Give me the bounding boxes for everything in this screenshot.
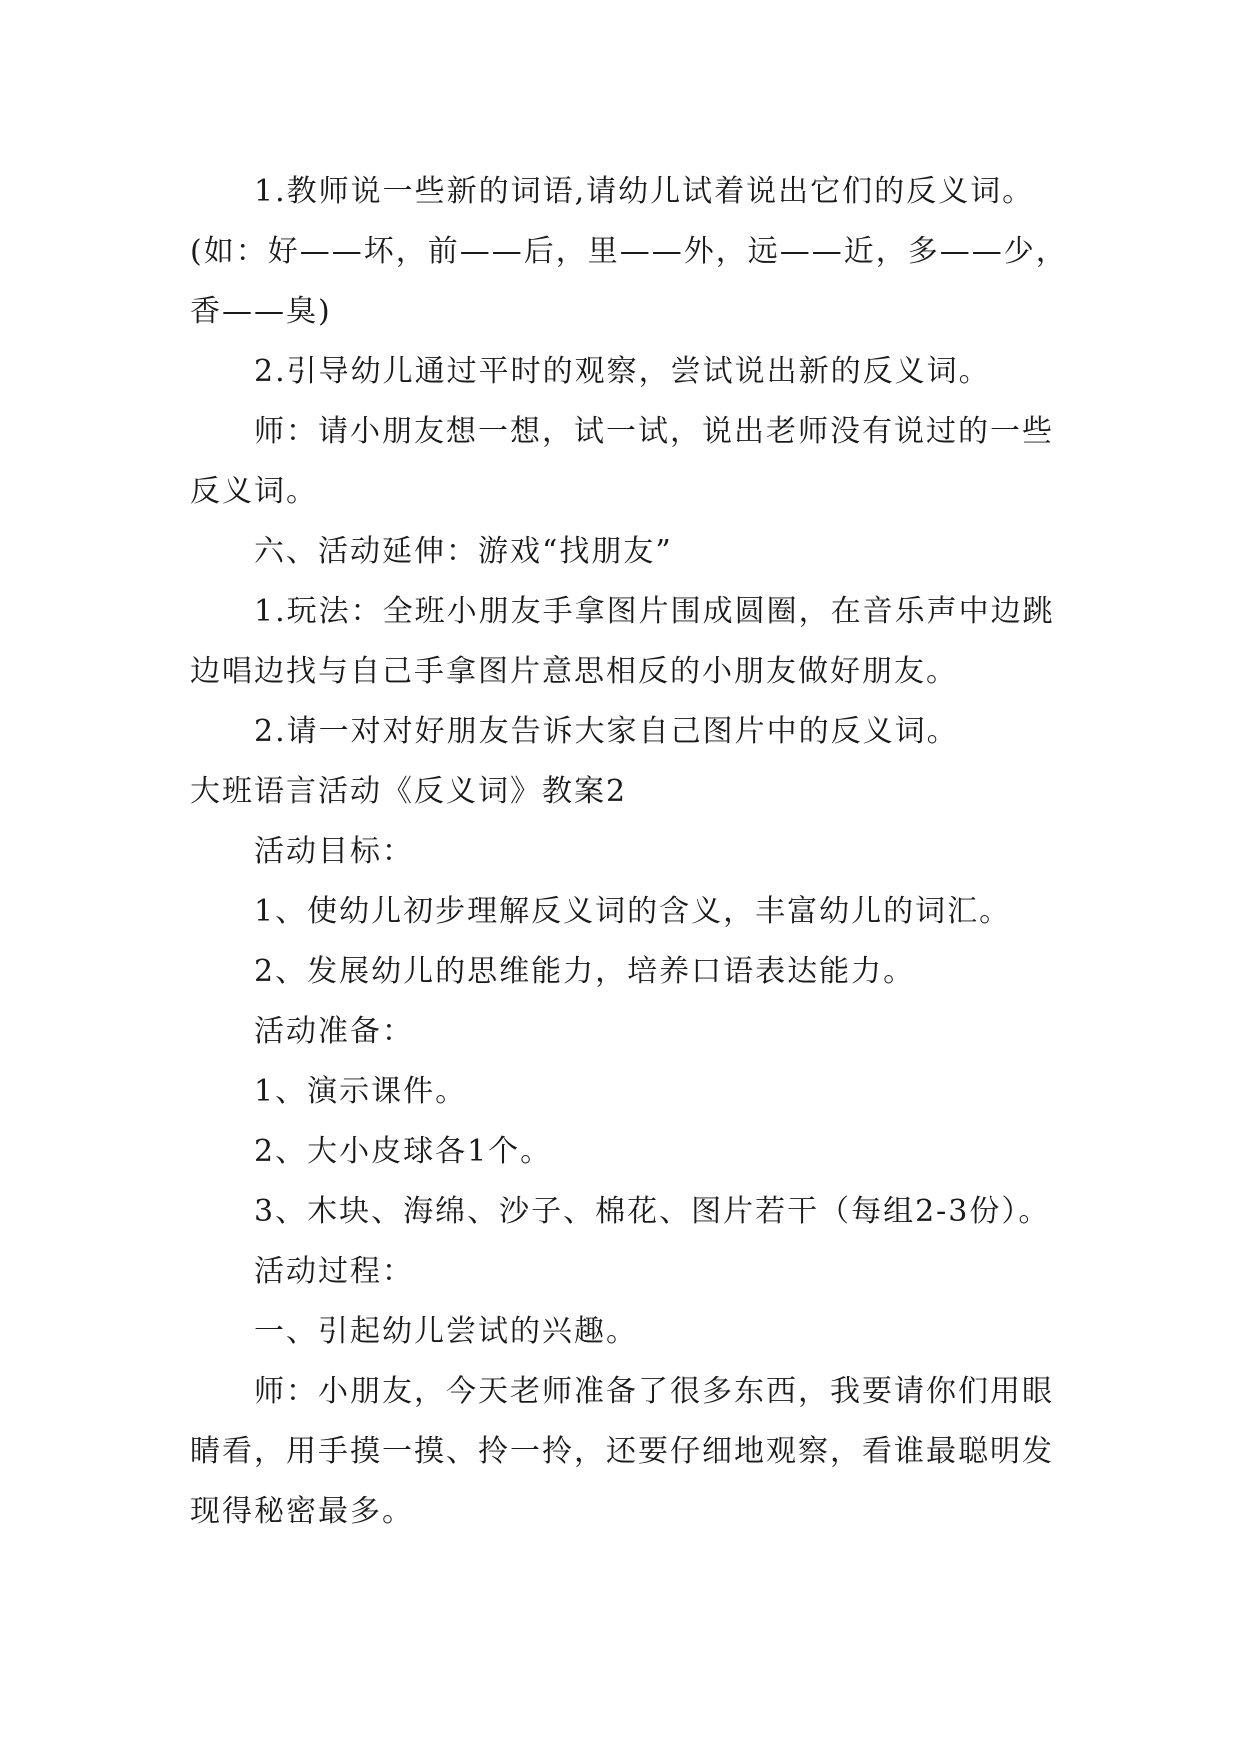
paragraph-pairs-share: 2.请一对对好朋友告诉大家自己图片中的反义词。 — [254, 714, 959, 749]
goal-item-2: 2、发展幼儿的思维能力，培养口语表达能力。 — [254, 954, 916, 989]
paragraph-game-rules: 1.玩法：全班小朋友手拿图片围成圆圈，在音乐声中边跳边唱边找与自己手拿图片意思相反的小朋友做好朋友。 — [190, 594, 1055, 689]
section-heading-process: 活动过程： — [254, 1254, 414, 1289]
paragraph-guide-observation: 2.引导幼儿通过平时的观察，尝试说出新的反义词。 — [254, 354, 991, 389]
goal-item-1: 1、使幼儿初步理解反义词的含义，丰富幼儿的词汇。 — [254, 894, 1012, 929]
paragraph-antonym-examples: 1.教师说一些新的词语,请幼儿试着说出它们的反义词。(如：好——坏，前——后，里——外，远——近，多——少，香——臭) — [190, 174, 1068, 329]
document-body — [190, 162, 1070, 1542]
section-heading-extension: 六、活动延伸：游戏“找朋友” — [254, 534, 673, 569]
section-heading-preparation: 活动准备： — [254, 1014, 414, 1049]
preparation-item-3: 3、木块、海绵、沙子、棉花、图片若干（每组2-3份）。 — [254, 1194, 1051, 1229]
process-step-1: 一、引起幼儿尝试的兴趣。 — [254, 1314, 638, 1349]
paragraph-teacher-prompt: 师：请小朋友想一想，试一试，说出老师没有说过的一些反义词。 — [190, 414, 1054, 509]
section-heading-goals: 活动目标： — [254, 834, 414, 869]
document-title-lesson-2: 大班语言活动《反义词》教案2 — [190, 774, 628, 809]
preparation-item-1: 1、演示课件。 — [254, 1074, 468, 1109]
paragraph-teacher-intro: 师：小朋友，今天老师准备了很多东西，我要请你们用眼睛看，用手摸一摸、拎一拎，还要仔细地观察，看谁最聪明发现得秘密最多。 — [190, 1374, 1054, 1529]
preparation-item-2: 2、大小皮球各1个。 — [254, 1134, 553, 1169]
